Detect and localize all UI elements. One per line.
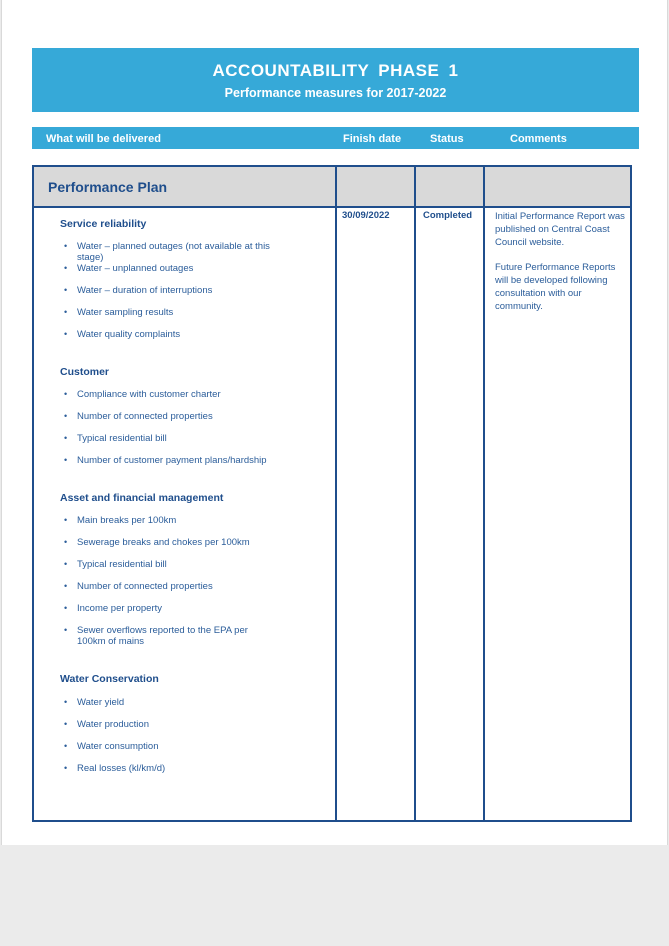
column-divider <box>335 167 337 820</box>
comment-text: Initial Performance Report was published on Central Coast Council website. <box>495 211 625 248</box>
status-value: Completed <box>423 210 473 221</box>
page-subtitle: Performance measures for 2017-2022 <box>224 86 447 100</box>
column-divider <box>483 167 485 820</box>
header-cell-status <box>416 167 483 206</box>
section-title-asset-financial: Asset and financial management <box>60 492 224 504</box>
section-title-service-reliability: Service reliability <box>60 218 147 230</box>
column-header-delivered: What will be delivered <box>46 133 161 145</box>
column-header-finish-date: Finish date <box>343 133 402 145</box>
header-cell-plan <box>34 167 335 206</box>
section-title-water-conservation: Water Conservation <box>60 673 159 685</box>
bullet-icon: • <box>64 763 68 773</box>
bullet-icon: • <box>64 697 68 707</box>
plan-title: Performance Plan <box>48 179 168 195</box>
comments-cell <box>495 210 625 325</box>
page-title: ACCOUNTABILITY PHASE 1 <box>212 61 459 80</box>
bullet-icon: • <box>64 625 68 635</box>
column-header-comments: Comments <box>510 133 567 145</box>
column-header-bar <box>32 127 639 149</box>
bullet-icon: • <box>64 741 68 751</box>
bullet-icon: • <box>64 559 68 569</box>
bullet-icon: • <box>64 433 68 443</box>
bullet-icon: • <box>64 389 68 399</box>
bullet-icon: • <box>64 411 68 421</box>
comment-text: Future Performance Reports will be developed following consultation with our community. <box>495 262 616 312</box>
page-margin <box>0 845 669 946</box>
performance-table: Performance Plan 30/09/2022 Completed Initial Performance Report was published on Central Coast Council website. Future Performance Reports will be developed following consultation with our community. Service reliability • Water – planned outages (not available at this stage) • Water – unplanned outages • Water – duration of interruptions • Water sampling results • Water quality complaints Customer • Compliance with customer charter • Number of connected properties • Typical residential bill • Number of customer payment plans/hardship Asset and financial management • Main breaks per 100km • Sewerage breaks and chokes per 100km • Typical residential bill • Number of connected properties • Income per property • Sewer overflows reported to the EPA per 100km of mains Water Conservation • Water yield • Water production • Water consumption • Real losses (kl/km/d) <box>32 165 632 822</box>
section-title-customer: Customer <box>60 366 110 378</box>
bullet-icon: • <box>64 285 68 295</box>
header-cell-comments <box>485 167 630 206</box>
column-header-status: Status <box>430 133 464 145</box>
bullet-icon: • <box>64 455 68 465</box>
column-divider <box>414 167 416 820</box>
bullet-icon: • <box>64 241 68 251</box>
table-header-row <box>34 167 630 208</box>
finish-date-value: 30/09/2022 <box>342 210 390 221</box>
bullet-icon: • <box>64 719 68 729</box>
bullet-icon: • <box>64 515 68 525</box>
bullet-icon: • <box>64 603 68 613</box>
title-banner <box>32 48 639 112</box>
bullet-icon: • <box>64 329 68 339</box>
bullet-icon: • <box>64 263 68 273</box>
bullet-icon: • <box>64 307 68 317</box>
bullet-icon: • <box>64 581 68 591</box>
header-cell-finish <box>337 167 414 206</box>
bullet-icon: • <box>64 537 68 547</box>
